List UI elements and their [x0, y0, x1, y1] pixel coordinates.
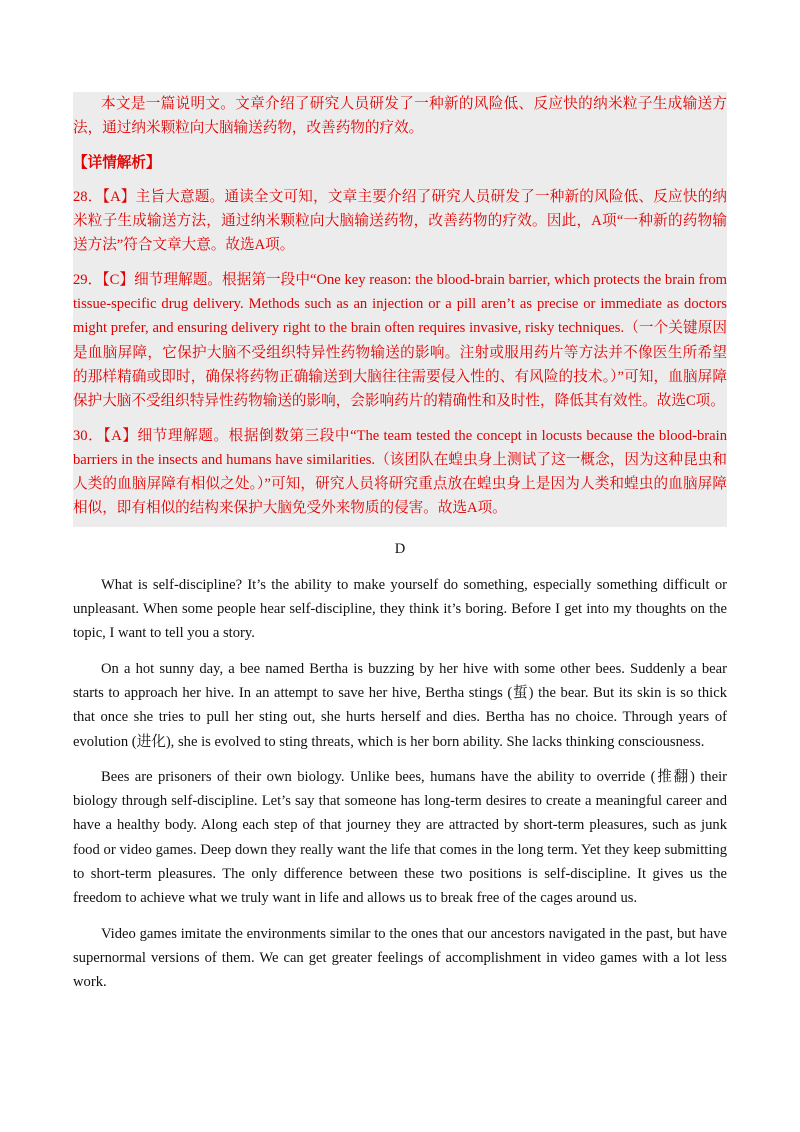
passage-paragraph: What is self-discipline? It’s the ability to make yourself do something, especially something difficult or unpleasant. When some people hear self-discipline, they think it’s boring. Before I get into my thoughts on the topic, I want to tell you a story. — [73, 576, 727, 642]
analysis-heading: 【详情解析】 — [73, 154, 161, 171]
answer-item-30: 30．【A】细节理解题。根据倒数第三段中“The team tested the concept in locusts because the blood-brain barriers in the insects and humans have similarities.（该团队在蝗虫身上测试了这一概念，因为这种昆虫和人类的血脑屏障有相似之处。）”可知，研究人员将研究重点放在蝗虫身上是因为人类和蝗虫的血脑屏障相似，即有相似的结构来保护大脑免受外来物质的侵害。故选A项。 — [73, 427, 727, 517]
analysis-summary: 本文是一篇说明文。文章介绍了研究人员研发了一种新的风险低、反应快的纳米粒子生成输送方法，通过纳米颗粒向大脑输送药物，改善药物的疗效。 — [73, 96, 727, 137]
passage-letter: D — [394, 540, 406, 557]
analysis-section — [73, 92, 727, 527]
passage-paragraph: Bees are prisoners of their own biology. Unlike bees, humans have the ability to override (推翻) their biology through self-discipline. Let’s say that someone has long-term desires to create a meaningful career and have a healthy body. Along each step of that journey they are attracted by short-term pleasures, such as junk food or video games. Deep down they really want the life that comes in the long term. Yet they keep submitting to short-term pleasures. The only difference between these two positions is self-discipline. It gives us the freedom to achieve what we truly want in life and allows us to break free of the cages around us. — [73, 768, 727, 907]
document-page — [73, 92, 727, 1006]
passage-paragraph: Video games imitate the environments similar to the ones that our ancestors navigated in the past, but have supernormal versions of them. We can get greater feelings of accomplishment in video games with a lot less work. — [73, 925, 727, 991]
answer-item-29: 29．【C】细节理解题。根据第一段中“One key reason: the blood-brain barrier, which protects the brain from tissue-specific drug delivery. Methods such as an injection or a pill aren’t as precise or immediate as doctors might prefer, and ensuring delivery right to the brain often requires invasive, risky techniques.（一个关键原因是血脑屏障，它保护大脑不受组织特异性药物输送的影响。注射或服用药片等方法并不像医生所希望的那样精确或即时，确保将药物正确输送到大脑往往需要侵入性的、有风险的技术。）”可知，血脑屏障保护大脑不受组织特异性药物输送的影响，会影响药片的精确性和及时性，降低其有效性。故选C项。 — [73, 271, 727, 410]
passage-body — [73, 573, 727, 995]
passage-paragraph: On a hot sunny day, a bee named Bertha is buzzing by her hive with some other bees. Suddenly a bear starts to approach her hive. In an attempt to save her hive, Bertha stings (蜇) the bear. But its skin is so thick that once she tries to pull her sting out, she hurts herself and dies. Bertha has no choice. Through years of evolution (进化), she is evolved to sting threats, which is her born ability. She lacks thinking consciousness. — [73, 660, 727, 750]
answer-item-28: 28．【A】主旨大意题。通读全文可知，文章主要介绍了研究人员研发了一种新的风险低、反应快的纳米粒子生成输送方法，通过纳米颗粒向大脑输送药物，改善药物的疗效。因此，A项“一种新的药物输送方法”符合文章大意。故选A项。 — [73, 188, 727, 254]
